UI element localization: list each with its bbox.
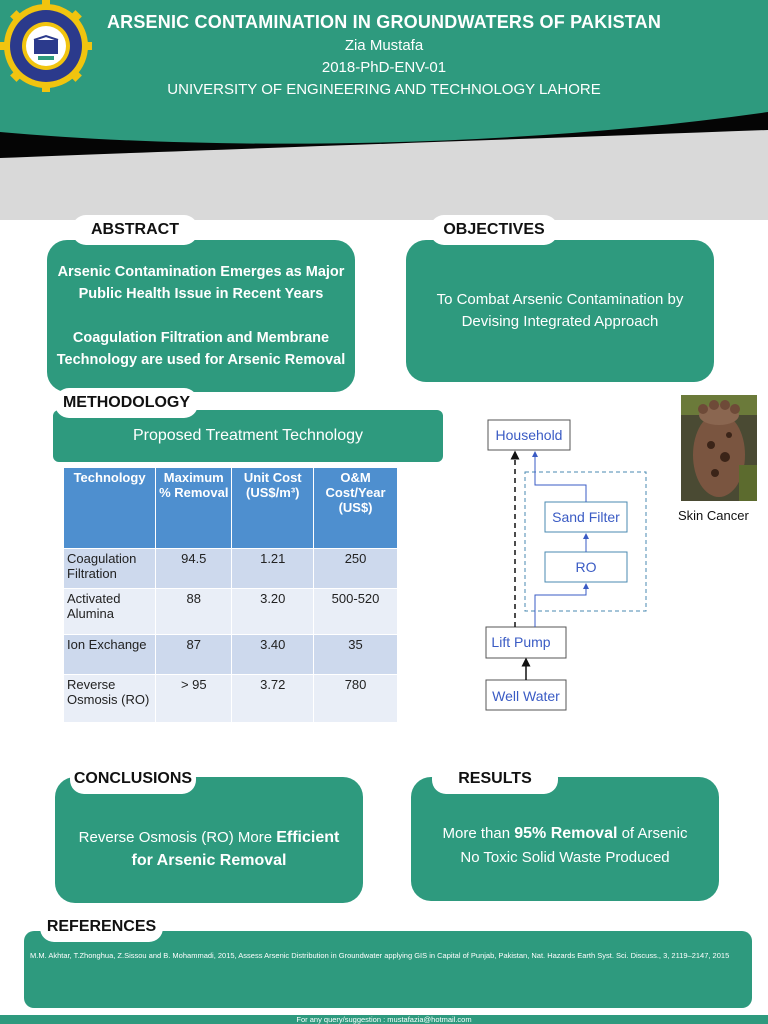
objectives-text: To Combat Arsenic Contamination by Devising Integrated Approach: [436, 291, 684, 330]
table-header: Unit Cost (US$/m³): [232, 468, 314, 548]
footer-contact: For any query/suggestion : mustafazia@hotmail.com: [0, 1015, 768, 1024]
results-line-1: [443, 808, 688, 846]
conclusions-heading: CONCLUSIONS: [70, 764, 196, 794]
table-cell: 88: [156, 588, 232, 634]
table-cell: > 95: [156, 674, 232, 722]
well-water-label: Well Water: [492, 688, 560, 704]
ro-label: RO: [575, 559, 597, 575]
table-cell: 3.40: [232, 634, 314, 674]
results-line1-bold: 95% Removal: [514, 825, 618, 842]
table-header: Technology: [64, 468, 156, 548]
table-row: [64, 548, 398, 588]
results-line1-pre: More than: [442, 825, 515, 842]
table-header: Maximum % Removal: [156, 468, 232, 548]
abstract-line-2: Coagulation Filtration and Membrane Technology are used for Arsenic Removal: [56, 330, 346, 368]
results-line-2: No Toxic Solid Waste Produced: [460, 849, 670, 866]
poster-header: [0, 0, 768, 160]
poster-title: ARSENIC CONTAMINATION IN GROUNDWATERS OF PAKISTAN: [106, 12, 662, 32]
abstract-box: [47, 240, 355, 392]
table-row: [64, 634, 398, 674]
table-cell: 780: [314, 674, 398, 722]
lift-pump-label: Lift Pump: [491, 634, 551, 650]
references-heading: REFERENCES: [40, 912, 163, 942]
results-heading: RESULTS: [432, 764, 558, 794]
skin-cancer-photo: [681, 395, 757, 501]
university-logo: [0, 0, 92, 92]
conclusions-text-plain: Reverse Osmosis (RO) More: [78, 829, 277, 846]
table-row: [64, 588, 398, 634]
arrow-pump-to-ro: [535, 586, 586, 627]
table-cell: Activated Alumina: [64, 588, 156, 634]
conclusions-text: [55, 808, 363, 872]
treatment-flow-diagram: [478, 415, 658, 715]
references-box: [24, 931, 752, 1008]
abstract-line-1: Arsenic Contamination Emerges as Major Public Health Issue in Recent Years: [57, 264, 345, 302]
table-cell: 3.20: [232, 588, 314, 634]
technology-table: [64, 468, 398, 722]
header-grey-band: [0, 158, 768, 220]
conclusions-box: [55, 777, 363, 903]
objectives-heading: OBJECTIVES: [430, 215, 558, 245]
registration-number: 2018-PhD-ENV-01: [321, 59, 447, 76]
university-name: UNIVERSITY OF ENGINEERING AND TECHNOLOGY LAHORE: [167, 81, 601, 98]
table-row: [64, 674, 398, 722]
results-box: [411, 777, 719, 901]
household-label: Household: [495, 427, 563, 443]
table-cell: 87: [156, 634, 232, 674]
table-cell: 35: [314, 634, 398, 674]
table-cell: 3.72: [232, 674, 314, 722]
sand-filter-label: Sand Filter: [552, 509, 620, 525]
table-cell: 1.21: [232, 548, 314, 588]
skin-cancer-caption: Skin Cancer: [678, 508, 749, 523]
table-cell: 250: [314, 548, 398, 588]
conclusions-text-bold: Efficient for Arsenic Removal: [131, 829, 340, 869]
author-name: Zia Mustafa: [344, 37, 424, 54]
table-header-row: [64, 468, 398, 548]
arrow-sandfilter-to-household: [535, 454, 586, 502]
abstract-heading: ABSTRACT: [72, 215, 198, 245]
table-cell: Coagulation Filtration: [64, 548, 156, 588]
reference-entry: M.M. Akhtar, T.Zhonghua, Z.Sissou and B. Mohammadi, 2015, Assess Arsenic Distribution in Groundwater applying GIS in Capital of Punjab, Pakistan, Nat. Hazards Earth Syst. Sci. Discuss., 3, 2119–2147, 2015: [30, 951, 730, 960]
methodology-heading: METHODOLOGY: [55, 388, 198, 418]
table-cell: Ion Exchange: [64, 634, 156, 674]
table-header: O&M Cost/Year (US$): [314, 468, 398, 548]
table-cell: Reverse Osmosis (RO): [64, 674, 156, 722]
results-line1-post: of Arsenic: [617, 825, 688, 842]
table-cell: 94.5: [156, 548, 232, 588]
table-cell: 500-520: [314, 588, 398, 634]
proposed-technology-banner: Proposed Treatment Technology: [53, 410, 443, 462]
objectives-box: [406, 240, 714, 382]
